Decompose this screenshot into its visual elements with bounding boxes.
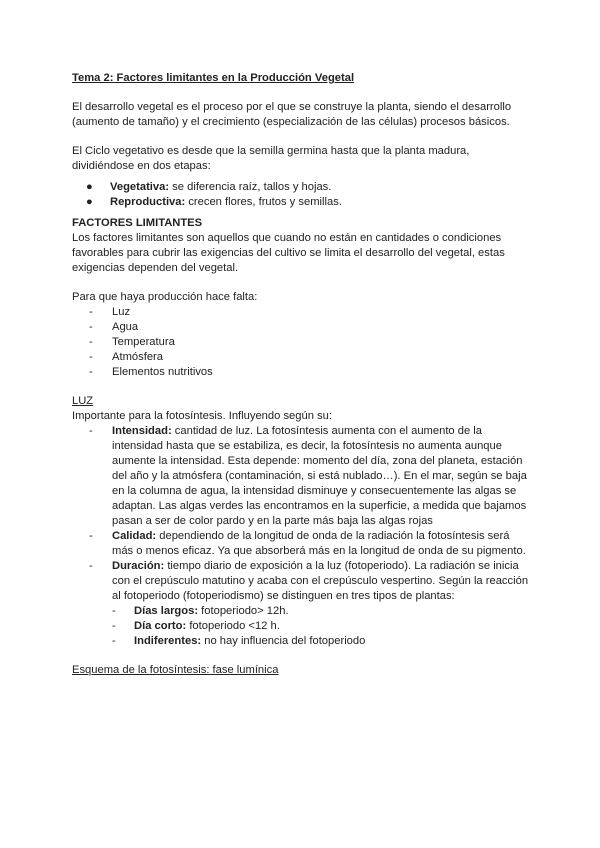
dash-icon: - — [89, 560, 93, 572]
list-item: - Atmósfera — [89, 351, 163, 363]
paragraph-desarrollo: El desarrollo vegetal es el proceso por el que se construye la planta, siendo el desarrollo (aumento de tamaño) y el crecimiento (especialización de las células) procesos básicos. — [72, 101, 512, 128]
list-item: - Elementos nutritivos — [89, 366, 213, 378]
document-title: Tema 2: Factores limitantes en la Producción Vegetal — [72, 72, 355, 84]
bullet-icon: ● — [86, 196, 93, 208]
document-body — [72, 71, 532, 678]
list-item: - Agua — [89, 321, 139, 333]
dash-icon: - — [89, 366, 93, 378]
list-item: - Luz — [89, 306, 131, 318]
list-item: - Día corto: fotoperiodo <12 h. — [112, 620, 280, 632]
factor-text: dependiendo de la longitud de onda de la radiación la fotosíntesis será más o menos eficaz. Ya que absorberá más en la longitud de onda de su pigmento. — [112, 530, 526, 557]
factores-heading: FACTORES LIMITANTES — [72, 217, 203, 229]
dash-icon: - — [112, 605, 116, 617]
list-item: - Temperatura — [89, 336, 175, 348]
dash-icon: - — [112, 620, 116, 632]
dash-icon: - — [89, 351, 93, 363]
factor-term: Intensidad: — [112, 425, 172, 437]
stage-term: Reproductiva: — [110, 196, 186, 208]
produccion-intro: Para que haya producción hace falta: — [72, 291, 258, 303]
list-item — [86, 180, 532, 195]
luz-factors-list — [72, 424, 532, 649]
dash-icon: - — [89, 530, 93, 542]
factor-term: Duración: — [112, 560, 165, 572]
stage-text: crecen flores, frutos y semillas. — [185, 196, 342, 208]
factor-text: tiempo diario de exposición a la luz (fotoperiodo). La radiación se inicia con el crepúsculo matutino y acaba con el crepúsculo vespertino. Según la reacción al fotoperiodo (fotoperiodismo) se distinguen en tres tipos de plantas: — [112, 560, 529, 602]
list-item — [72, 559, 532, 649]
list-item: - Días largos: fotoperiodo> 12h. — [112, 605, 289, 617]
list-item: - Indiferentes: no hay influencia del fotoperiodo — [112, 635, 366, 647]
factor-text: cantidad de luz. La fotosíntesis aumenta con el aumento de la intensidad hasta que se estabiliza, es decir, la fotosíntesis no aumenta aunque aumente la intensidad. Esta depende: momento del día, zona del planeta, estación del año y la atmósfera (contaminación, si está nublado…). En el mar, según se baja en la columna de agua, la intensidad disminuye y consecuentemente las algas se adaptan. Las algas verdes las encontramos en la superficie, a medida que bajamos pasan a ser de color pardo y en la parte más baja las algas rojas — [112, 425, 527, 527]
dash-icon: - — [89, 425, 93, 437]
esquema-heading: Esquema de la fotosíntesis: fase lumínica — [72, 664, 279, 676]
plant-types-list — [72, 604, 532, 649]
paragraph-factores: Los factores limitantes son aquellos que cuando no están en cantidades o condiciones favorables para cubrir las exigencias del cultivo se limita el desarrollo del vegetal, estas exigencias dependen del vegetal. — [72, 232, 505, 274]
paragraph-ciclo: El Ciclo vegetativo es desde que la semilla germina hasta que la planta madura, dividiéndose en dos etapas: — [72, 145, 470, 172]
list-item — [86, 195, 532, 210]
dash-icon: - — [89, 336, 93, 348]
stage-term: Vegetativa: — [110, 181, 170, 193]
factor-term: Calidad: — [112, 530, 157, 542]
list-item — [72, 529, 532, 559]
stage-text: se diferencia raíz, tallos y hojas. — [169, 181, 332, 193]
luz-heading: LUZ — [72, 395, 94, 407]
bullet-icon: ● — [86, 181, 93, 193]
dash-icon: - — [89, 321, 93, 333]
stages-list — [72, 180, 532, 210]
dash-icon: - — [89, 306, 93, 318]
requirements-list — [72, 305, 532, 380]
luz-intro: Importante para la fotosíntesis. Influyendo según su: — [72, 410, 332, 422]
list-item — [72, 424, 532, 529]
dash-icon: - — [112, 635, 116, 647]
